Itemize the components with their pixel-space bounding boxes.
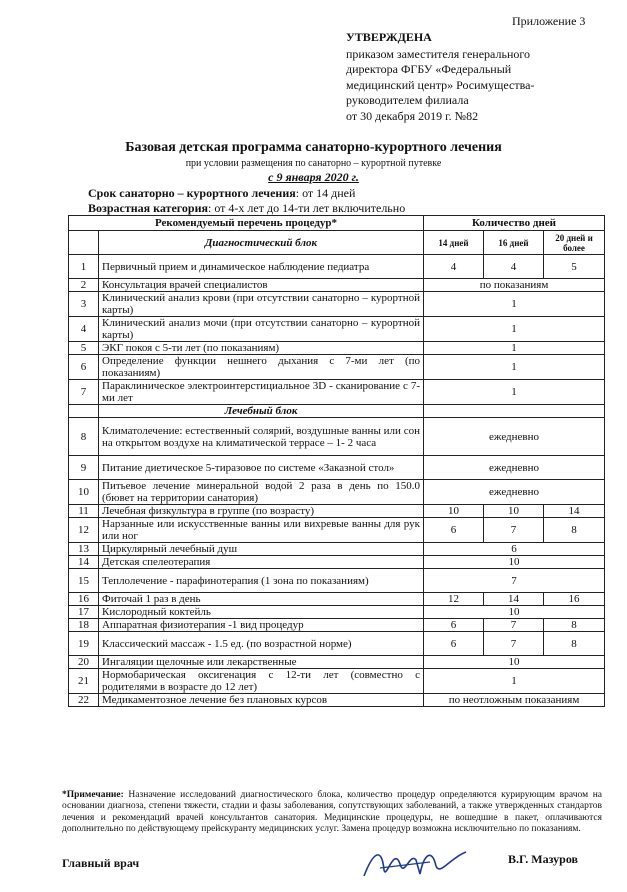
signer-name: В.Г. Мазуров — [508, 852, 579, 866]
approval-block — [346, 30, 616, 124]
table-row — [69, 480, 605, 505]
day-count-merged-cell: по показаниям — [424, 279, 605, 292]
day-count-cell: 12 — [424, 593, 484, 606]
treatment-section-row — [69, 405, 605, 418]
table-row — [69, 292, 605, 317]
procedure-name: Определение функции нешнего дыхания с 7-ми лет (по показаниям) — [99, 355, 424, 380]
table-row — [69, 355, 605, 380]
procedure-name: Циркулярный лечебный душ — [99, 543, 424, 556]
table-row — [69, 505, 605, 518]
row-number: 17 — [69, 606, 99, 619]
footnote — [62, 790, 602, 836]
procedure-name: Питание диетическое 5-тиразовое по системе «Заказной стол» — [99, 456, 424, 480]
row-number: 18 — [69, 619, 99, 632]
day-count-merged-cell: 10 — [424, 556, 605, 569]
day-count-merged-cell: 1 — [424, 292, 605, 317]
day-count-merged-cell: 1 — [424, 342, 605, 355]
procedure-name: Питьевое лечение минеральной водой 2 раза в день по 150.0 (бювет на территории санатория) — [99, 480, 424, 505]
procedure-name: Климатолечение: естественный солярий, воздушные ванны или сон на открытом воздухе на климатической террасе – 1- 2 часа — [99, 418, 424, 456]
day-count-cell: 7 — [484, 619, 544, 632]
table-row — [69, 593, 605, 606]
row-number: 7 — [69, 380, 99, 405]
procedure-name: Медикаментозное лечение без плановых курсов — [99, 694, 424, 707]
procedure-name: Классический массаж - 1.5 ед. (по возрастной норме) — [99, 632, 424, 656]
procedure-name: Нормобарическая оксигенация с 12-ти лет (совместно с родителями в возрасте до 12 лет) — [99, 669, 424, 694]
procedure-name: Кислородный коктейль — [99, 606, 424, 619]
day-count-cell: 7 — [484, 632, 544, 656]
procedure-name: Клинический анализ мочи (при отсутствии санаторно – курортной карты) — [99, 317, 424, 342]
day-count-cell: 10 — [484, 505, 544, 518]
day-count-merged-cell: 10 — [424, 656, 605, 669]
row-number: 14 — [69, 556, 99, 569]
day-count-merged-cell: 1 — [424, 669, 605, 694]
day-count-cell: 5 — [544, 255, 605, 279]
row-number: 15 — [69, 569, 99, 593]
procedure-name: Первичный прием и динамическое наблюдение педиатра — [99, 255, 424, 279]
procedure-name: Параклиническое электроинтерстициальное 3D - сканирование с 7-ми лет — [99, 380, 424, 405]
row-number: 9 — [69, 456, 99, 480]
days-14-header: 14 дней — [424, 231, 484, 255]
day-count-merged-cell: ежедневно — [424, 480, 605, 505]
table-row — [69, 619, 605, 632]
footnote-label: *Примечание: — [62, 790, 124, 800]
age-category — [88, 201, 405, 216]
row-number: 10 — [69, 480, 99, 505]
table-header-row — [69, 216, 605, 231]
days-20-header: 20 дней и более — [544, 231, 605, 255]
procedure-name: Лечебная физкультура в группе (по возрасту) — [99, 505, 424, 518]
table-row — [69, 569, 605, 593]
signature-image — [360, 840, 470, 884]
diagnostic-section-row — [69, 231, 605, 255]
effective-date: с 9 января 2020 г. — [268, 170, 359, 184]
chief-doctor-label: Главный врач — [62, 856, 140, 870]
day-count-merged-cell: 1 — [424, 380, 605, 405]
document-title: Базовая детская программа санаторно-курортного лечения — [125, 140, 502, 155]
day-count-merged-cell: 1 — [424, 355, 605, 380]
table-row — [69, 380, 605, 405]
day-count-cell: 14 — [484, 593, 544, 606]
approval-line: медицинский центр» Росимущества- — [346, 77, 535, 92]
age-value: : от 4-х лет до 14-ти лет включительно — [208, 201, 406, 215]
treatment-section: Лечебный блок — [99, 405, 424, 418]
table-row — [69, 669, 605, 694]
empty-cell — [424, 405, 605, 418]
row-number: 16 — [69, 593, 99, 606]
day-count-cell: 4 — [424, 255, 484, 279]
table-row — [69, 632, 605, 656]
table-row — [69, 317, 605, 342]
row-number: 5 — [69, 342, 99, 355]
days-header: Количество дней — [424, 216, 605, 231]
table-row — [69, 656, 605, 669]
row-number: 11 — [69, 505, 99, 518]
stay-label: Срок санаторно – курортного лечения — [88, 186, 296, 200]
approval-line: приказом заместителя генерального — [346, 46, 530, 61]
row-number: 19 — [69, 632, 99, 656]
row-number: 3 — [69, 292, 99, 317]
table-row — [69, 279, 605, 292]
day-count-cell: 6 — [424, 632, 484, 656]
row-number: 4 — [69, 317, 99, 342]
table-row — [69, 418, 605, 456]
procedure-name: Аппаратная физиотерапия -1 вид процедур — [99, 619, 424, 632]
table-row — [69, 342, 605, 355]
day-count-cell: 10 — [424, 505, 484, 518]
procedure-name: Клинический анализ крови (при отсутствии санаторно – курортной карты) — [99, 292, 424, 317]
annex-label: Приложение 3 — [512, 14, 586, 28]
table-row — [69, 694, 605, 707]
approval-line: руководителем филиала — [346, 93, 469, 107]
procedure-name: Консультация врачей специалистов — [99, 279, 424, 292]
procedure-name: Теплолечение - парафинотерапия (1 зона по показаниям) — [99, 569, 424, 593]
table-row — [69, 518, 605, 543]
stay-value: : от 14 дней — [295, 186, 356, 200]
days-16-header: 16 дней — [484, 231, 544, 255]
procedure-name: Фиточай 1 раз в день — [99, 593, 424, 606]
day-count-cell: 4 — [484, 255, 544, 279]
row-number: 8 — [69, 418, 99, 456]
procedure-name: Детская спелеотерапия — [99, 556, 424, 569]
row-number: 20 — [69, 656, 99, 669]
footnote-text: Назначение исследований диагностического блока, количество процедур определяются курирующим врачом на основании диагноза, степени тяжести, стадии и фазы заболевания, сопутствующих заболеваний, а также утвержденных стандартов лечения и рекомендаций врачей консультантов санатория. Медицинские процедуры, не вошедшие в пакет, оплачиваются дополнительно по действующему прейскуранту медицинских услуг. Замена процедур возможна исключительно по показаниям. — [62, 790, 602, 835]
table-row — [69, 556, 605, 569]
row-number: 2 — [69, 279, 99, 292]
row-number: 12 — [69, 518, 99, 543]
day-count-merged-cell: 6 — [424, 543, 605, 556]
procedure-name: Ингаляции щелочные или лекарственные — [99, 656, 424, 669]
diagnostic-section: Диагностический блок — [99, 231, 424, 255]
procedure-name: ЭКГ покоя с 5-ти лет (по показаниям) — [99, 342, 424, 355]
day-count-merged-cell: по неотложным показаниям — [424, 694, 605, 707]
day-count-cell: 8 — [544, 632, 605, 656]
empty-cell — [69, 405, 99, 418]
stay-duration — [88, 186, 355, 201]
day-count-merged-cell: 7 — [424, 569, 605, 593]
row-number: 21 — [69, 669, 99, 694]
approval-heading: УТВЕРЖДЕНА — [346, 30, 432, 44]
table-row — [69, 456, 605, 480]
day-count-cell: 14 — [544, 505, 605, 518]
row-number: 1 — [69, 255, 99, 279]
table-row — [69, 255, 605, 279]
day-count-merged-cell: 1 — [424, 317, 605, 342]
day-count-cell: 16 — [544, 593, 605, 606]
procedures-table — [68, 215, 605, 707]
row-number: 6 — [69, 355, 99, 380]
day-count-cell: 6 — [424, 518, 484, 543]
table-row — [69, 606, 605, 619]
row-number: 22 — [69, 694, 99, 707]
table-row — [69, 543, 605, 556]
day-count-cell: 8 — [544, 619, 605, 632]
day-count-merged-cell: ежедневно — [424, 456, 605, 480]
document-subtitle: при условии размещения по санаторно – курортной путевке — [185, 158, 442, 169]
day-count-merged-cell: ежедневно — [424, 418, 605, 456]
approval-line: от 30 декабря 2019 г. №82 — [346, 108, 479, 123]
approval-line: директора ФГБУ «Федеральный — [346, 62, 512, 76]
empty-cell — [69, 231, 99, 255]
row-number: 13 — [69, 543, 99, 556]
day-count-cell: 8 — [544, 518, 605, 543]
day-count-merged-cell: 10 — [424, 606, 605, 619]
age-label: Возрастная категория — [88, 201, 208, 215]
procedure-name: Нарзанные или искусственные ванны или вихревые ванны для рук или ног — [99, 518, 424, 543]
day-count-cell: 6 — [424, 619, 484, 632]
procedures-header: Рекомендуемый перечень процедур* — [69, 216, 424, 231]
day-count-cell: 7 — [484, 518, 544, 543]
